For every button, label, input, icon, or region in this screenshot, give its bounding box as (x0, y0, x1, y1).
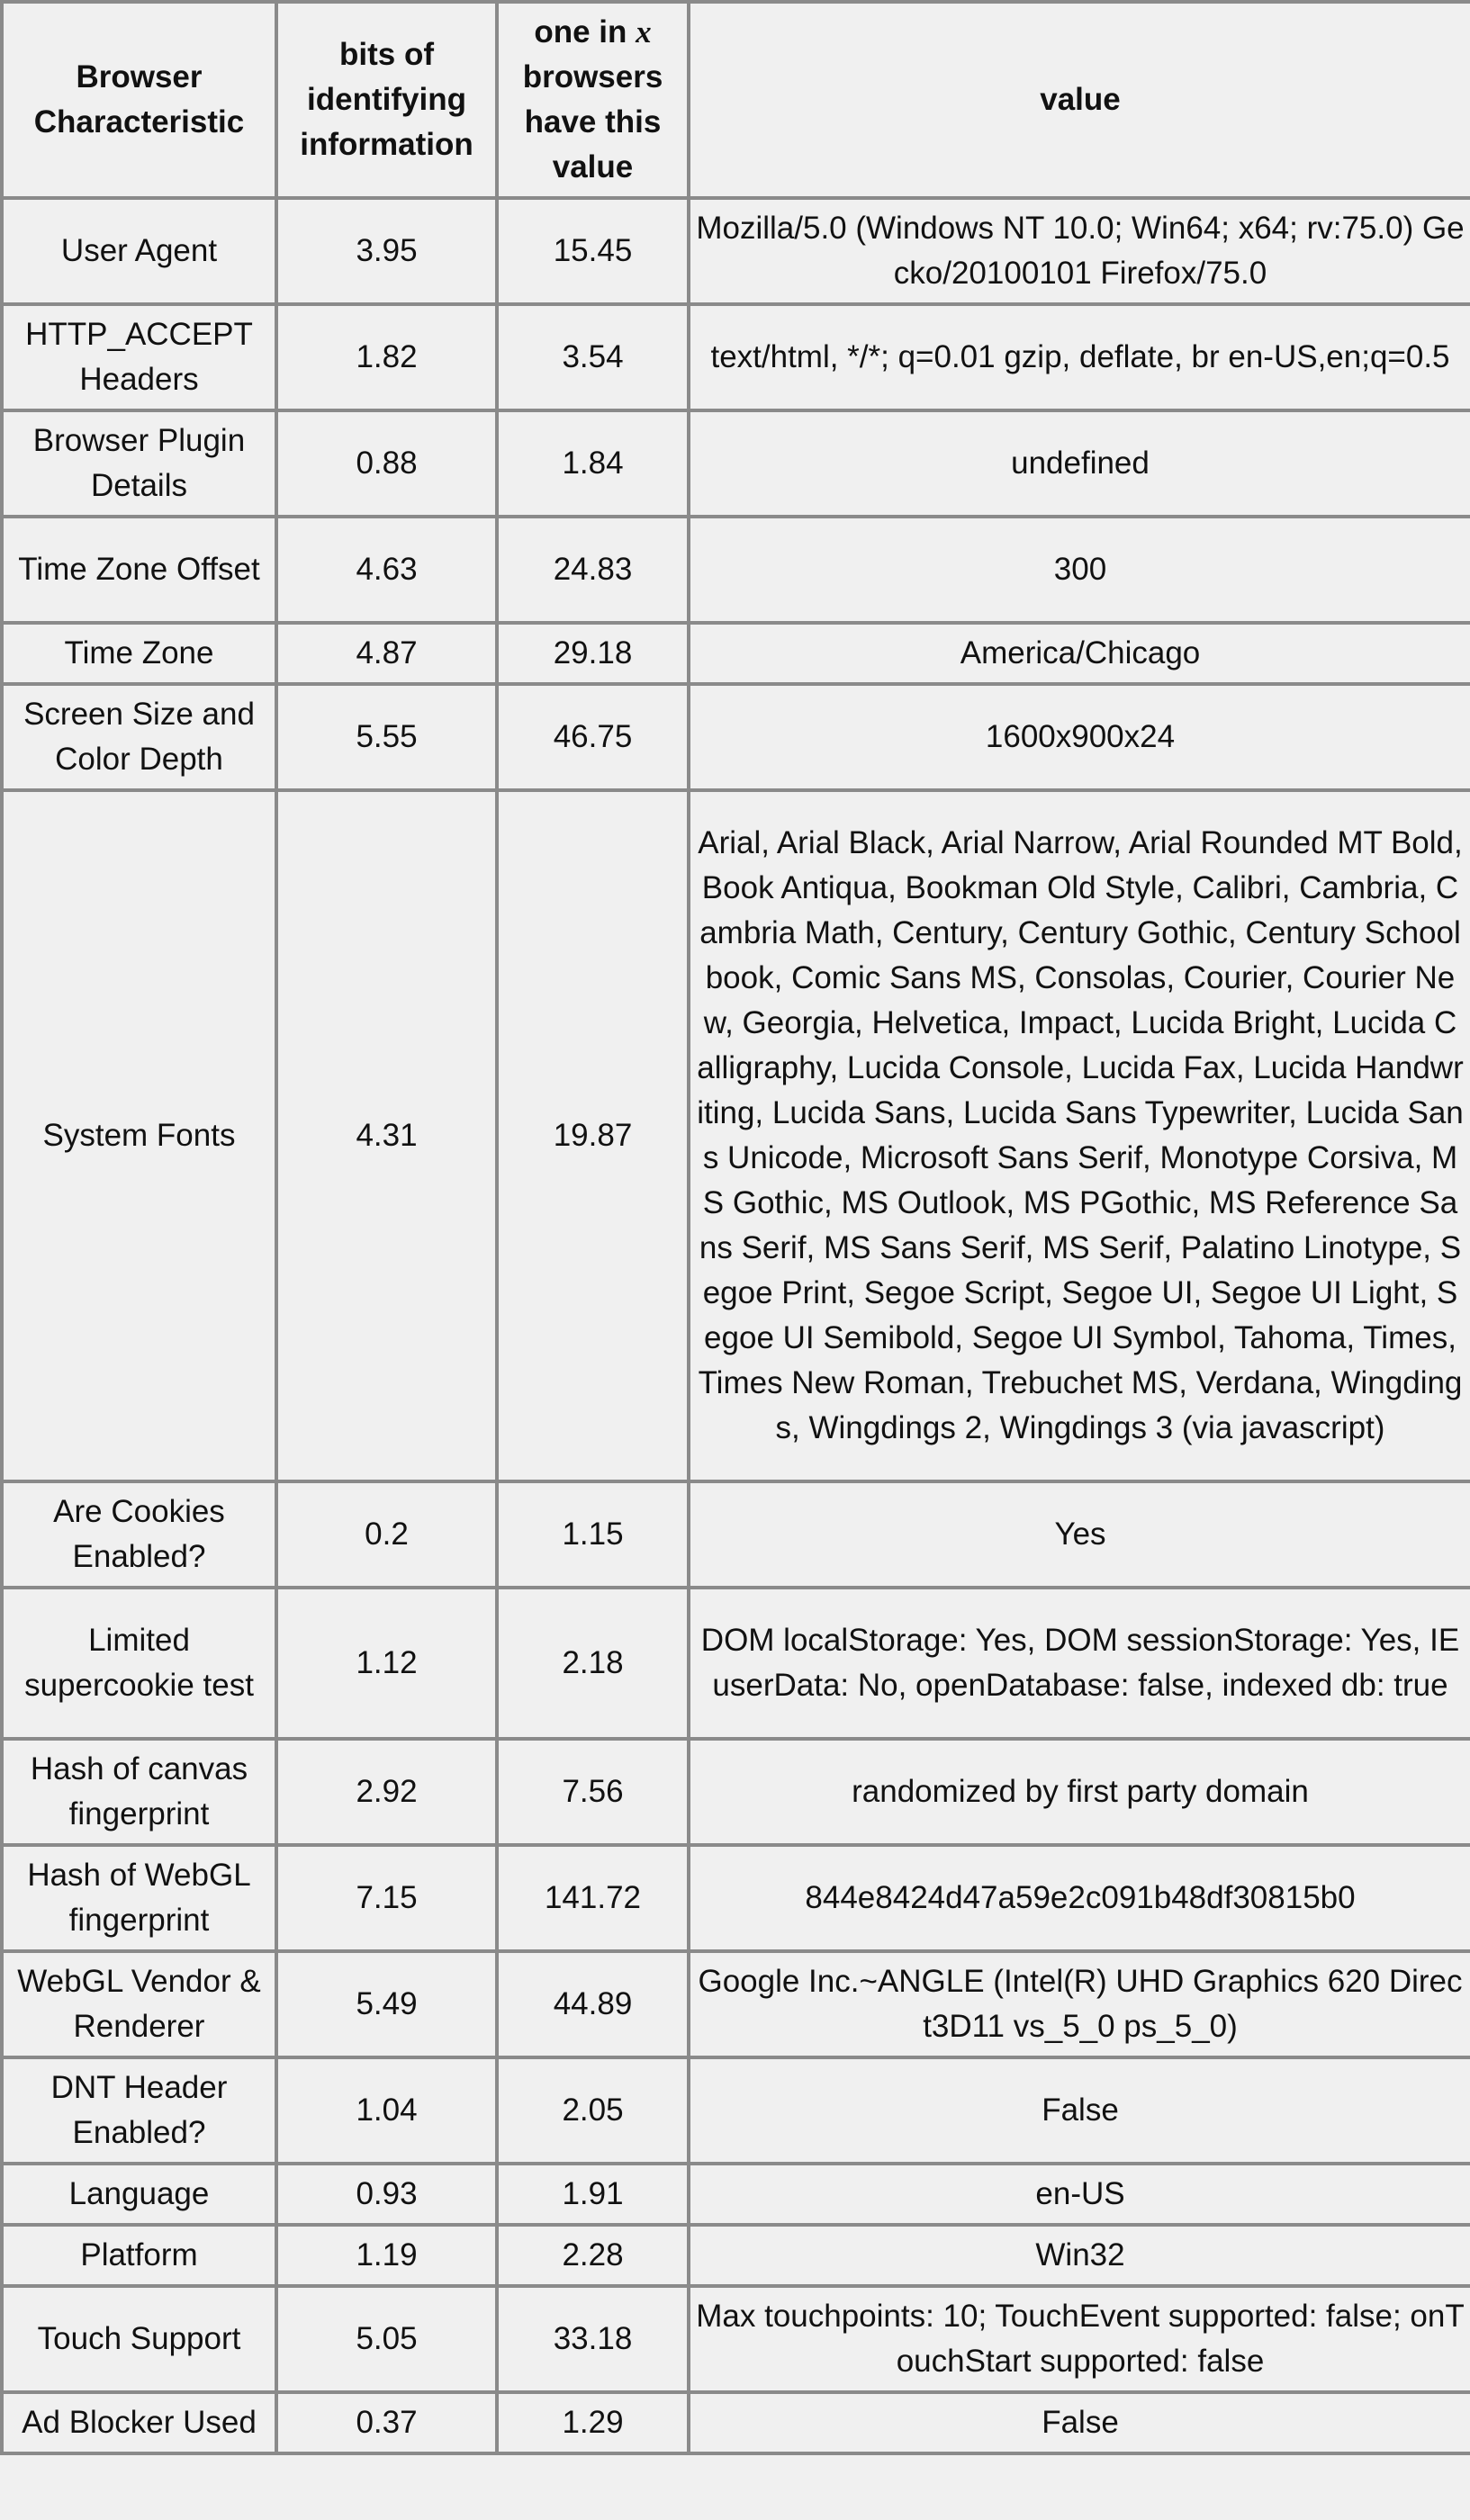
cell-one-in: 44.89 (497, 1951, 689, 2057)
row-screen-size (2, 684, 1470, 790)
cell-bits: 0.2 (276, 1481, 497, 1588)
cell-bits: 5.05 (276, 2286, 497, 2392)
cell-one-in: 2.28 (497, 2225, 689, 2286)
header-bits: bits of identifying information (276, 2, 497, 198)
cell-value: 844e8424d47a59e2c091b48df30815b0 (689, 1845, 1470, 1951)
cell-characteristic: HTTP_ACCEPT Headers (2, 304, 276, 410)
cell-one-in: 3.54 (497, 304, 689, 410)
header-x-variable: x (636, 14, 652, 50)
row-touch-support (2, 2286, 1470, 2392)
cell-value: False (689, 2057, 1470, 2164)
cell-characteristic: System Fonts (2, 790, 276, 1481)
cell-value: en-US (689, 2164, 1470, 2225)
cell-characteristic: Browser Plugin Details (2, 410, 276, 517)
cell-value: America/Chicago (689, 623, 1470, 684)
cell-value: Yes (689, 1481, 1470, 1588)
cell-characteristic: DNT Header Enabled? (2, 2057, 276, 2164)
header-one-in-prefix: one in (534, 14, 627, 50)
cell-bits: 0.37 (276, 2392, 497, 2453)
cell-characteristic: User Agent (2, 198, 276, 304)
cell-characteristic: Touch Support (2, 2286, 276, 2392)
row-user-agent (2, 198, 1470, 304)
cell-bits: 5.49 (276, 1951, 497, 2057)
cell-bits: 1.12 (276, 1588, 497, 1739)
cell-characteristic: Time Zone (2, 623, 276, 684)
cell-value: undefined (689, 410, 1470, 517)
cell-one-in: 1.15 (497, 1481, 689, 1588)
row-browser-plugin (2, 410, 1470, 517)
row-canvas-fingerprint (2, 1739, 1470, 1845)
header-value: value (689, 2, 1470, 198)
row-supercookie-test (2, 1588, 1470, 1739)
row-ad-blocker (2, 2392, 1470, 2453)
cell-value: Win32 (689, 2225, 1470, 2286)
cell-value: Arial, Arial Black, Arial Narrow, Arial Rounded MT Bold, Book Antiqua, Bookman Old Style, Calibri, Cambria, Cambria Math, Century, Century Gothic, Century Schoolbook, Comic Sans MS, Consolas, Courier, Courier New, Georgia, Helvetica, Impact, Lucida Bright, Lucida Calligraphy, Lucida Console, Lucida Fax, Lucida Handwriting, Lucida Sans, Lucida Sans Typewriter, Lucida Sans Unicode, Microsoft Sans Serif, Monotype Corsiva, MS Gothic, MS Outlook, MS PGothic, MS Reference Sans Serif, MS Sans Serif, MS Serif, Palatino Linotype, Segoe Print, Segoe Script, Segoe UI, Segoe UI Light, Segoe UI Semibold, Segoe UI Symbol, Tahoma, Times, Times New Roman, Trebuchet MS, Verdana, Wingdings, Wingdings 2, Wingdings 3 (via javascript) (689, 790, 1470, 1481)
header-one-in-x (497, 2, 689, 198)
cell-one-in: 2.05 (497, 2057, 689, 2164)
cell-one-in: 7.56 (497, 1739, 689, 1845)
cell-one-in: 19.87 (497, 790, 689, 1481)
cell-value: Google Inc.~ANGLE (Intel(R) UHD Graphics 620 Direct3D11 vs_5_0 ps_5_0) (689, 1951, 1470, 2057)
row-time-zone (2, 623, 1470, 684)
cell-one-in: 1.84 (497, 410, 689, 517)
cell-value: Mozilla/5.0 (Windows NT 10.0; Win64; x64; rv:75.0) Gecko/20100101 Firefox/75.0 (689, 198, 1470, 304)
cell-characteristic: Screen Size and Color Depth (2, 684, 276, 790)
cell-characteristic: Ad Blocker Used (2, 2392, 276, 2453)
cell-characteristic: Hash of canvas fingerprint (2, 1739, 276, 1845)
cell-characteristic: Language (2, 2164, 276, 2225)
cell-one-in: 2.18 (497, 1588, 689, 1739)
cell-bits: 4.31 (276, 790, 497, 1481)
row-platform (2, 2225, 1470, 2286)
row-webgl-vendor (2, 1951, 1470, 2057)
cell-characteristic: Platform (2, 2225, 276, 2286)
cell-bits: 4.63 (276, 517, 497, 623)
cell-one-in: 24.83 (497, 517, 689, 623)
cell-bits: 4.87 (276, 623, 497, 684)
cell-value: 1600x900x24 (689, 684, 1470, 790)
cell-value: DOM localStorage: Yes, DOM sessionStorage: Yes, IE userData: No, openDatabase: false, indexed db: true (689, 1588, 1470, 1739)
cell-bits: 2.92 (276, 1739, 497, 1845)
cell-characteristic: Hash of WebGL fingerprint (2, 1845, 276, 1951)
cell-bits: 7.15 (276, 1845, 497, 1951)
cell-value: randomized by first party domain (689, 1739, 1470, 1845)
cell-characteristic: WebGL Vendor & Renderer (2, 1951, 276, 2057)
row-system-fonts (2, 790, 1470, 1481)
row-webgl-fingerprint (2, 1845, 1470, 1951)
cell-value: False (689, 2392, 1470, 2453)
cell-value: Max touchpoints: 10; TouchEvent supported: false; onTouchStart supported: false (689, 2286, 1470, 2392)
cell-value: text/html, */*; q=0.01 gzip, deflate, br en-US,en;q=0.5 (689, 304, 1470, 410)
cell-bits: 1.82 (276, 304, 497, 410)
cell-one-in: 46.75 (497, 684, 689, 790)
cell-value: 300 (689, 517, 1470, 623)
row-http-accept (2, 304, 1470, 410)
row-cookies-enabled (2, 1481, 1470, 1588)
cell-characteristic: Limited supercookie test (2, 1588, 276, 1739)
cell-one-in: 141.72 (497, 1845, 689, 1951)
cell-bits: 3.95 (276, 198, 497, 304)
header-one-in-suffix: browsers have this value (522, 59, 663, 184)
cell-characteristic: Time Zone Offset (2, 517, 276, 623)
cell-one-in: 29.18 (497, 623, 689, 684)
cell-one-in: 1.91 (497, 2164, 689, 2225)
cell-one-in: 15.45 (497, 198, 689, 304)
cell-bits: 0.88 (276, 410, 497, 517)
cell-characteristic: Are Cookies Enabled? (2, 1481, 276, 1588)
row-dnt-header (2, 2057, 1470, 2164)
cell-bits: 5.55 (276, 684, 497, 790)
cell-bits: 1.19 (276, 2225, 497, 2286)
header-row (2, 2, 1470, 198)
row-time-zone-offset (2, 517, 1470, 623)
row-language (2, 2164, 1470, 2225)
cell-one-in: 33.18 (497, 2286, 689, 2392)
cell-bits: 1.04 (276, 2057, 497, 2164)
cell-one-in: 1.29 (497, 2392, 689, 2453)
cell-bits: 0.93 (276, 2164, 497, 2225)
header-characteristic: Browser Characteristic (2, 2, 276, 198)
